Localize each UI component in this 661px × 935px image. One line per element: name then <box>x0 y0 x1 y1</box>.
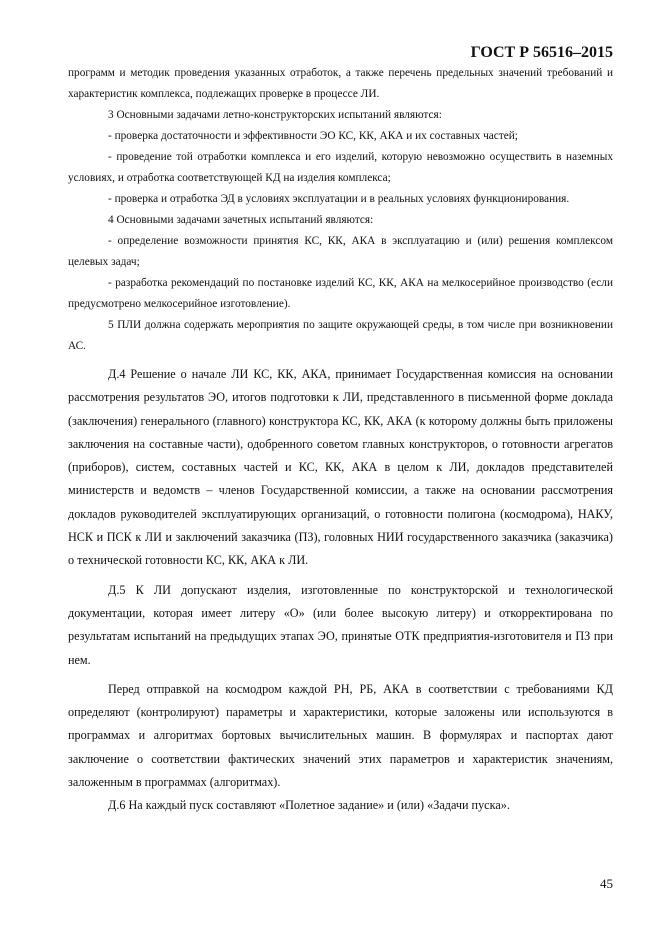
section-main <box>68 363 613 818</box>
list-item: - определение возможности принятия КС, КК, АКА в эксплуатацию и (или) решения комплексом целевых задач; <box>68 235 613 268</box>
page-number: 45 <box>600 876 613 891</box>
paragraph: 5 ПЛИ должна содержать мероприятия по защите окружающей среды, в том числе при возникновении АС. <box>68 319 613 352</box>
paragraph: 4 Основными задачами зачетных испытаний являются: <box>108 214 374 226</box>
list-item: - проведение той отработки комплекса и его изделий, которую невозможно осуществить в наземных условиях, и отработка соответствующей КД на изделия комплекса; <box>68 151 613 184</box>
paragraph-d6: Д.6 На каждый пуск составляют «Полетное задание» и (или) «Задачи пуска». <box>108 798 510 813</box>
paragraph: программ и методик проведения указанных отработок, а также перечень предельных значений требований и характеристик комплекса, подлежащих проверке в процессе ЛИ. <box>68 67 613 100</box>
paragraph: Перед отправкой на космодром каждой РН, РБ, АКА в соответствии с требованиями КД определяют (контролируют) параметры и характеристики, которые заложены или используются в программах и алгоритмах бортовых вычислительных машин. В формулярах и паспортах дают заключение о соответствии фактических значений этих параметров и характеристик значениям, заложенным в программах (алгоритмах). <box>68 681 613 790</box>
list-item: - проверка достаточности и эффективности ЭО КС, КК, АКА и их составных частей; <box>108 130 518 142</box>
paragraph-d4: Д.4 Решение о начале ЛИ КС, КК, АКА, принимает Государственная комиссия на основании рассмотрения результатов ЭО, итогов подготовки к ЛИ, представленного в письменной форме доклада (заключения) генерального (главного) конструктора КС, КК, АКА (к которому должны быть приложены заключения на составные части), одобренного советом главных конструкторов, о готовности агрегатов (приборов), систем, составных частей и КС, КК, АКА в целом к ЛИ, докладов представителей министерств и ведомств – членов Государственной комиссии, а также на основании рассмотрения докладов руководителей эксплуатирующих организаций, о готовности полигона (космодрома), НАКУ, НСК и ПСК к ЛИ и заключений заказчика (ПЗ), головных НИИ государственного заказчика (заказчика) о технической готовности КС, КК, АКА к ЛИ. <box>68 367 613 568</box>
document-code-header: ГОСТ Р 56516–2015 <box>470 44 613 61</box>
paragraph-d5: Д.5 К ЛИ допускают изделия, изготовленные по конструкторской и технологической документации, которая имеет литеру «О» (или более высокую литеру) и откорректирована по результатам испытаний на предыдущих этапах ЭО, принятые ОТК предприятия-изготовителя и ПЗ при нем. <box>68 582 613 667</box>
list-item: - разработка рекомендаций по постановке изделий КС, КК, АКА на мелкосерийное производство (если предусмотрено мелкосерийное изготовление). <box>68 277 613 310</box>
section-continuation <box>68 63 613 357</box>
list-item: - проверка и отработка ЭД в условиях эксплуатации и в реальных условиях функционирования. <box>108 193 570 205</box>
paragraph: 3 Основными задачами летно-конструкторских испытаний являются: <box>108 109 442 121</box>
